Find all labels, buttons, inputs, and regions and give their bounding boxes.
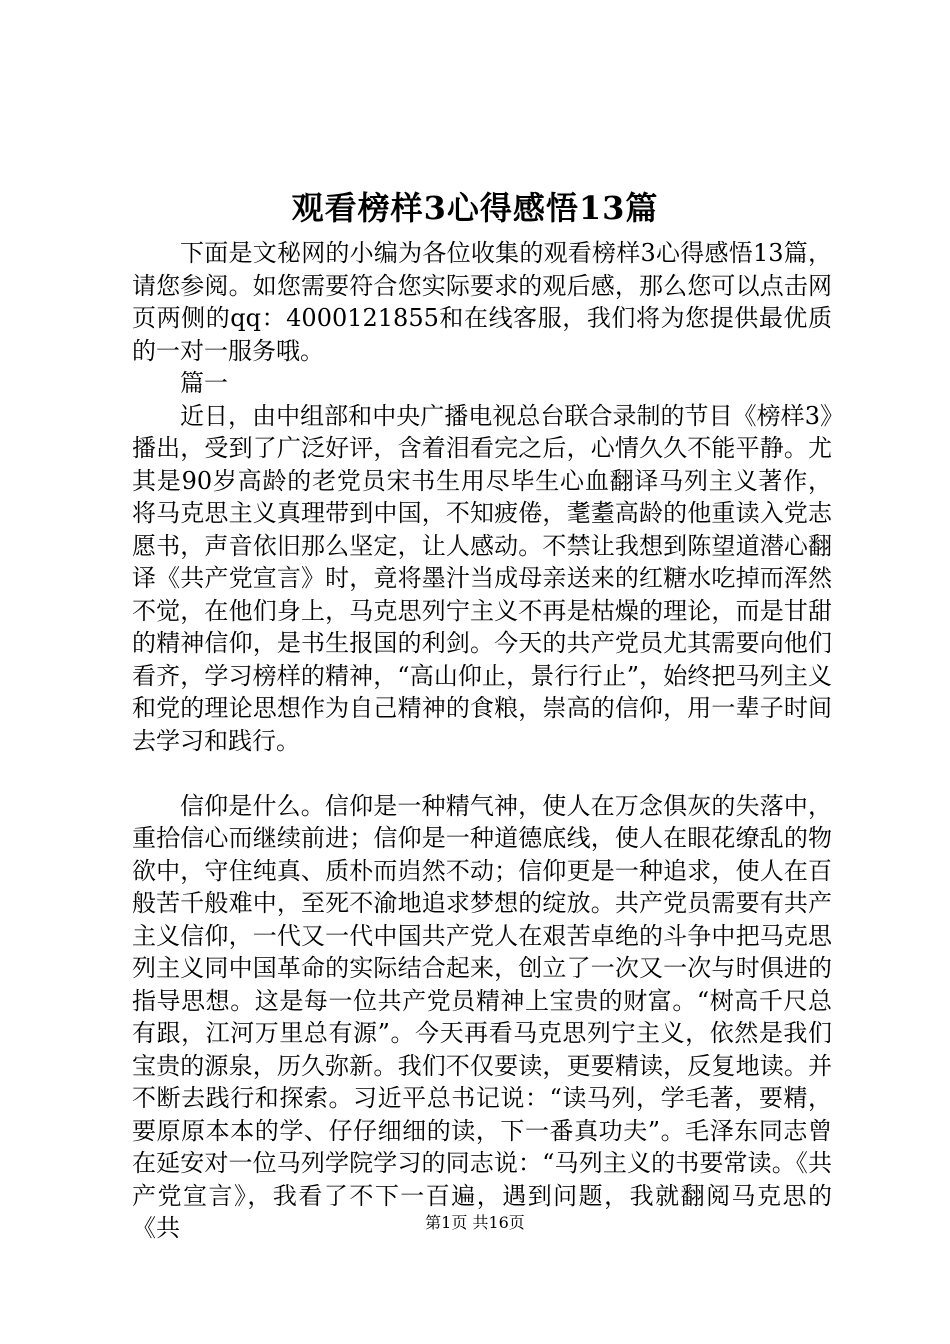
document-body — [132, 237, 832, 1245]
body-paragraph: 近日，由中组部和中央广播电视总台联合录制的节目《榜样3》播出，受到了广泛好评，含着泪看完之后，心情久久不能平静。尤其是90岁高龄的老党员宋书生用尽毕生心血翻译马列主义著作，将马克思主义真理带到中国，不知疲倦，耄耋高龄的他重读入党志愿书，声音依旧那么坚定，让人感动。不禁让我想到陈望道潜心翻译《共产党宣言》时，竟将墨汁当成母亲送来的红糖水吃掉而浑然不觉，在他们身上，马克思列宁主义不再是枯燥的理论，而是甘甜的精神信仰，是书生报国的利剑。今天的共产党员尤其需要向他们看齐，学习榜样的精神，“高山仰止，景行行止”，始终把马列主义和党的理论思想作为自己精神的食粮，崇高的信仰，用一辈子时间去学习和践行。 — [132, 401, 832, 755]
body-paragraph: 信仰是什么。信仰是一种精气神，使人在万念俱灰的失落中，重拾信心而继续前进；信仰是一种道德底线，使人在眼花缭乱的物欲中，守住纯真、质朴而岿然不动；信仰更是一种追求，使人在百般苦千般难中，至死不渝地追求梦想的绽放。共产党员需要有共产主义信仰，一代又一代中国共产党人在艰苦卓绝的斗争中把马克思列主义同中国革命的实际结合起来，创立了一次又一次与时俱进的指导思想。这是每一位共产党员精神上宝贵的财富。“树高千尺总有跟，江河万里总有源”。今天再看马克思列宁主义，依然是我们宝贵的源泉，历久弥新。我们不仅要读，更要精读，反复地读。并不断去践行和探索。习近平总书记说：“读马列，学毛著，要精，要原原本本的学、仔仔细细的读，下一番真功夫”。毛泽东同志曾在延安对一位马列学院学习的同志说：“马列主义的书要常读。《共产党宣言》，我看了不下一百遍，遇到问题，我就翻阅马克思的《共 — [132, 791, 832, 1242]
section-heading: 篇一 — [180, 369, 228, 397]
intro-paragraph: 下面是文秘网的小编为各位收集的观看榜样3心得感悟13篇，请您参阅。如您需要符合您实际要求的观后感，那么您可以点击网页两侧的qq：4000121855和在线客服，我们将为您提供最优质的一对一服务哦。 — [132, 239, 832, 365]
document-title: 观看榜样3心得感悟13篇 — [291, 189, 659, 227]
page-number-footer: 第1页 共16页 — [425, 1213, 525, 1232]
